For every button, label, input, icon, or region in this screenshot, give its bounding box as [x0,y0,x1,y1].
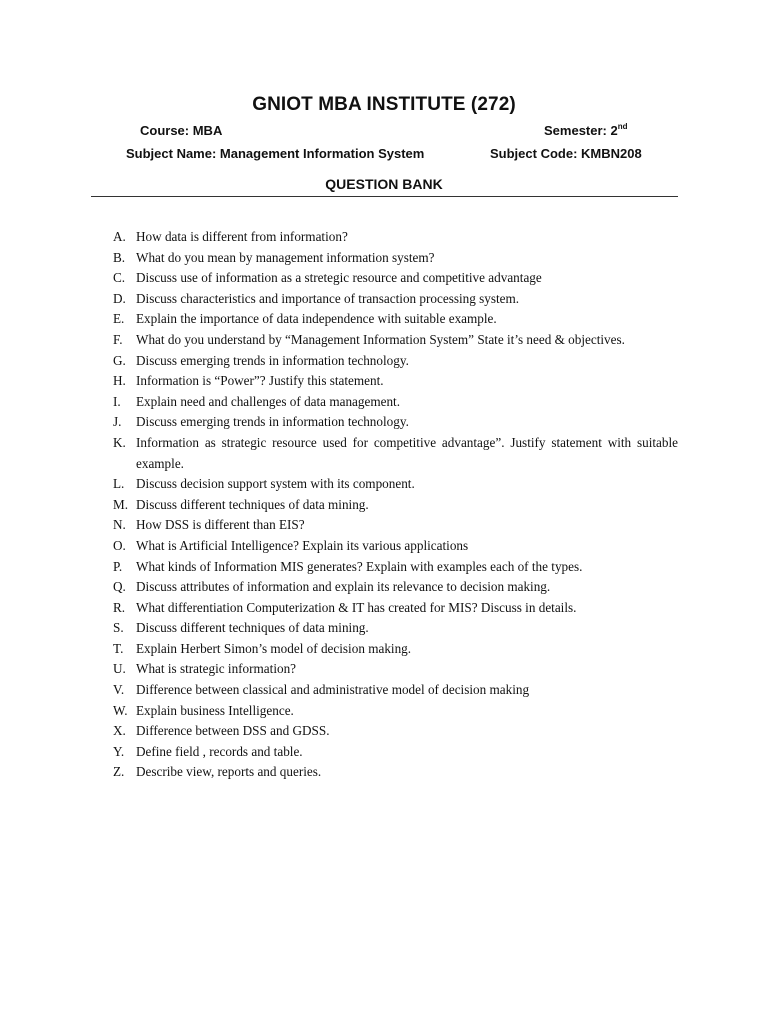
question-letter: E. [113,311,125,327]
question-letter: R. [113,599,126,615]
institute-title: GNIOT MBA INSTITUTE (272) [252,94,516,115]
question-text: Explain the importance of data independence with suitable example. [136,311,497,327]
question-text: What do you understand by “Management Information System” State it’s need & objectives. [136,331,625,347]
question-item [113,639,678,660]
question-item [113,351,678,372]
course-label: Course: MBA [140,123,223,138]
question-item [113,762,678,783]
subject-code-label: Subject Code: KMBN208 [490,146,642,161]
header-divider [91,196,678,197]
question-text: How data is different from information? [136,229,348,244]
question-item [113,577,678,598]
question-text: Explain need and challenges of data management. [136,393,401,409]
question-letter: K. [113,434,126,450]
question-text: Discuss characteristics and importance of transaction processing system. [136,290,520,306]
question-letter: Y. [113,743,125,759]
question-text: Define field , records and table. [136,743,303,759]
question-item [113,495,678,516]
question-item [113,618,678,639]
semester-suffix: nd [617,122,628,131]
question-letter: C. [113,270,126,286]
question-item [113,701,678,722]
question-item [113,557,678,578]
question-item [113,659,678,680]
question-text: Explain Herbert Simon’s model of decision making. [136,640,412,656]
question-letter: V. [113,682,125,698]
question-item [113,536,678,557]
question-letter: F. [113,331,123,347]
question-letter: B. [113,249,126,265]
question-text: Describe view, reports and queries. [136,764,322,780]
question-text: What differentiation Computerization & IT has created for MIS? Discuss in details. [136,599,577,615]
question-text: Information is “Power”? Justify this statement. [136,373,384,389]
question-letter: S. [113,620,124,636]
question-text: Information as strategic resource used for competitive advantage”. Justify statement with suitable example. [136,434,678,471]
question-item [113,433,678,474]
question-item [113,598,678,619]
question-item [113,330,678,351]
question-item [113,392,678,413]
question-letter: G. [113,352,126,368]
question-item [113,742,678,763]
question-letter: Q. [113,579,126,595]
question-letter: U. [113,661,126,677]
question-letter: W. [113,702,128,718]
question-item [113,289,678,310]
question-text: What kinds of Information MIS generates? Explain with examples each of the types. [136,558,583,574]
question-item [113,412,678,433]
question-list [113,227,678,783]
question-letter: I. [113,393,121,409]
subject-name-label: Subject Name: Management Information System [126,146,425,161]
question-text: What do you mean by management information system? [136,249,435,265]
question-text: Explain business Intelligence. [136,702,294,718]
question-text: What is strategic information? [136,661,297,677]
question-item [113,474,678,495]
question-text: Discuss attributes of information and explain its relevance to decision making. [136,579,551,595]
semester-label [544,123,628,138]
question-item [113,515,678,536]
question-text: Discuss use of information as a stretegic resource and competitive advantage [136,270,542,286]
question-letter: D. [113,290,126,306]
question-item [113,309,678,330]
question-text: Discuss different techniques of data mining. [136,620,369,636]
semester-text: Semester: 2 [544,123,618,138]
question-item [113,721,678,742]
question-letter: P. [113,558,123,574]
question-letter: X. [113,723,126,739]
question-item [113,680,678,701]
question-text: Difference between classical and administrative model of decision making [136,682,530,698]
question-item [113,248,678,269]
question-bank-heading: QUESTION BANK [325,176,443,192]
question-letter: A. [113,229,126,244]
question-item [113,371,678,392]
question-text: How DSS is different than EIS? [136,517,305,533]
question-item [113,227,678,248]
question-text: Discuss emerging trends in information technology. [136,352,409,368]
question-item [113,268,678,289]
question-letter: O. [113,537,126,553]
question-letter: T. [113,640,124,656]
question-letter: Z. [113,764,125,780]
question-text: Discuss decision support system with its component. [136,476,415,492]
question-letter: J. [113,414,122,430]
question-letter: N. [113,517,126,533]
question-text: What is Artificial Intelligence? Explain its various applications [136,537,469,553]
question-text: Discuss different techniques of data mining. [136,496,369,512]
question-text: Discuss emerging trends in information technology. [136,414,409,430]
question-text: Difference between DSS and GDSS. [136,723,330,739]
question-letter: M. [113,496,129,512]
question-letter: H. [113,373,126,389]
question-letter: L. [113,476,125,492]
